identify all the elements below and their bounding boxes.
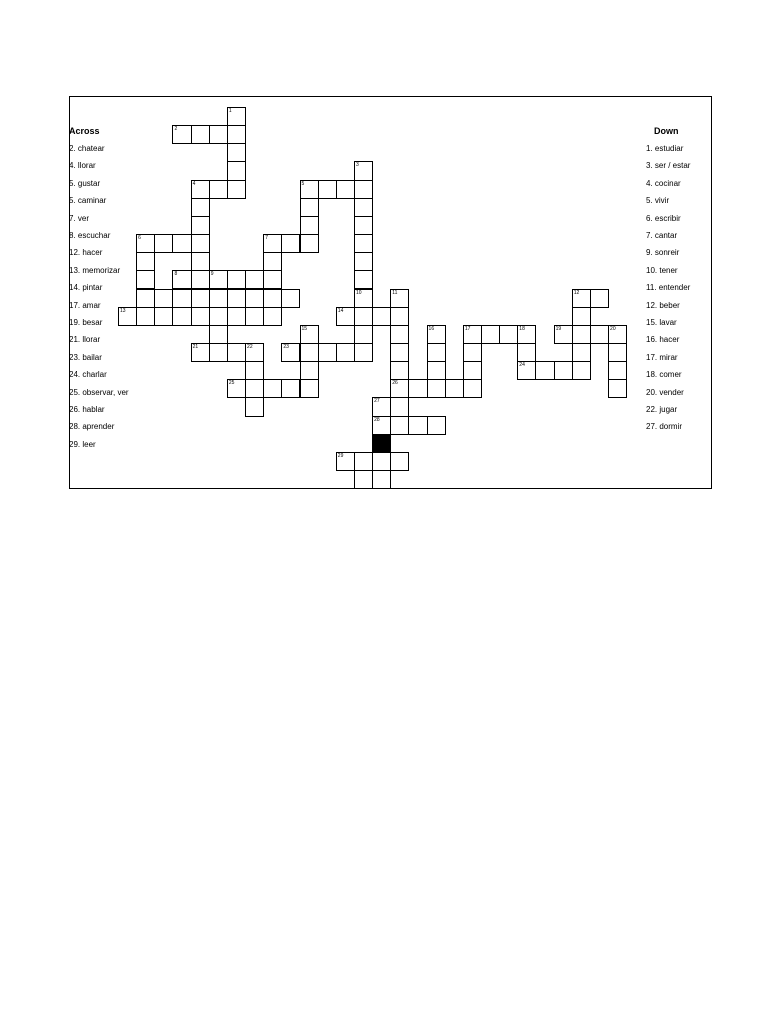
grid-cell[interactable] xyxy=(227,125,246,144)
grid-cell[interactable] xyxy=(227,143,246,162)
grid-cell[interactable] xyxy=(263,289,282,308)
grid-cell[interactable] xyxy=(354,216,373,235)
grid-cell[interactable] xyxy=(245,343,264,362)
grid-cell[interactable] xyxy=(354,452,373,471)
grid-cell[interactable] xyxy=(572,307,591,326)
grid-cell[interactable] xyxy=(427,361,446,380)
grid-cell[interactable] xyxy=(572,343,591,362)
grid-cell[interactable] xyxy=(463,325,482,344)
grid-cell[interactable] xyxy=(372,452,391,471)
grid-cell[interactable] xyxy=(481,325,500,344)
grid-cell[interactable] xyxy=(300,234,319,253)
grid-cell[interactable] xyxy=(172,234,191,253)
clue-number: 29 xyxy=(337,452,344,459)
clue-number: 12 xyxy=(573,289,580,296)
clue-number: 1 xyxy=(228,108,232,114)
clue-number: 3 xyxy=(355,162,359,169)
grid-cell[interactable] xyxy=(427,325,446,344)
grid-cell[interactable] xyxy=(245,307,264,326)
grid-cell[interactable] xyxy=(209,343,228,362)
grid-cell[interactable] xyxy=(191,198,210,217)
grid-cell[interactable] xyxy=(354,270,373,289)
across-clue: 14. pintar xyxy=(69,283,103,293)
grid-cell[interactable] xyxy=(209,307,228,326)
clue-number: 22 xyxy=(247,343,253,350)
grid-cell[interactable] xyxy=(191,289,210,308)
down-clue: 3. ser / estar xyxy=(646,161,691,171)
grid-cell[interactable] xyxy=(336,180,355,199)
grid-cell[interactable] xyxy=(191,270,210,289)
grid-cell[interactable] xyxy=(300,180,319,199)
grid-cell[interactable] xyxy=(608,343,627,362)
grid-cell[interactable] xyxy=(191,180,210,199)
grid-cell[interactable] xyxy=(172,125,191,144)
across-clue: 12. hacer xyxy=(69,248,103,258)
grid-cell[interactable] xyxy=(300,343,319,362)
down-clue: 4. cocinar xyxy=(646,178,681,188)
clue-number: 23 xyxy=(283,343,289,350)
across-clue: 7. ver xyxy=(69,213,90,223)
grid-cell[interactable] xyxy=(136,289,155,308)
clue-number: 9 xyxy=(210,271,214,278)
grid-cell[interactable] xyxy=(136,234,155,253)
clue-number: 4 xyxy=(192,180,196,187)
grid-cell[interactable] xyxy=(408,379,427,398)
grid-cell[interactable] xyxy=(336,343,355,362)
clue-number: 19 xyxy=(555,325,562,332)
down-clue: 16. hacer xyxy=(646,335,680,345)
grid-cell[interactable] xyxy=(172,307,191,326)
grid-cell[interactable] xyxy=(390,361,409,380)
grid-cell[interactable] xyxy=(445,379,464,398)
grid-cell[interactable] xyxy=(554,361,573,380)
grid-cell[interactable] xyxy=(608,361,627,380)
clue-number: 11 xyxy=(392,289,398,296)
grid-cell[interactable] xyxy=(191,252,210,271)
grid-cell[interactable] xyxy=(354,161,373,180)
down-clue: 12. beber xyxy=(646,300,680,310)
grid-cell[interactable] xyxy=(427,379,446,398)
grid-cell[interactable] xyxy=(300,198,319,217)
across-clue: 25. observar, ver xyxy=(69,387,129,397)
down-clue: 15. lavar xyxy=(646,318,677,327)
grid-cell[interactable] xyxy=(354,198,373,217)
clue-number: 7 xyxy=(265,235,268,242)
grid-cell[interactable] xyxy=(191,307,210,326)
grid-cell[interactable] xyxy=(209,270,228,289)
grid-cell[interactable] xyxy=(517,361,536,380)
grid-cell[interactable] xyxy=(427,416,446,435)
grid-cell[interactable] xyxy=(300,216,319,235)
clue-number: 20 xyxy=(610,325,616,332)
down-clue: 5. vivir xyxy=(646,196,670,206)
grid-cell[interactable] xyxy=(354,325,373,344)
grid-cell[interactable] xyxy=(172,270,191,289)
across-clue: 5. caminar xyxy=(69,196,107,206)
grid-cell[interactable] xyxy=(245,270,264,289)
clue-number: 18 xyxy=(519,325,525,332)
grid-cell[interactable] xyxy=(318,180,337,199)
grid-cell[interactable] xyxy=(118,307,137,326)
grid-cell[interactable] xyxy=(209,180,228,199)
clue-number: 14 xyxy=(337,307,344,314)
clue-number: 15 xyxy=(301,325,308,332)
grid-cell[interactable] xyxy=(354,470,373,489)
clue-number: 6 xyxy=(138,235,141,242)
grid-cell[interactable] xyxy=(390,289,409,308)
grid-cell[interactable] xyxy=(372,416,391,435)
grid-cell[interactable] xyxy=(390,325,409,344)
grid-cell[interactable] xyxy=(227,270,246,289)
grid-cell[interactable] xyxy=(245,289,264,308)
across-clue: 17. amar xyxy=(69,300,101,310)
down-clue: 22. jugar xyxy=(646,405,678,414)
grid-cell[interactable] xyxy=(608,325,627,344)
grid-cell[interactable] xyxy=(427,343,446,362)
grid-cell[interactable] xyxy=(372,470,391,489)
blocked-cell xyxy=(372,434,391,453)
grid-cell[interactable] xyxy=(281,379,300,398)
across-heading: Across xyxy=(69,126,100,136)
clue-number: 28 xyxy=(374,416,380,423)
grid-cell[interactable] xyxy=(499,325,518,344)
grid-cell[interactable] xyxy=(263,379,282,398)
down-clue: 7. cantar xyxy=(646,231,678,240)
grid-cell[interactable] xyxy=(390,307,409,326)
down-clue: 11. entender xyxy=(646,283,691,293)
grid-cell[interactable] xyxy=(191,125,210,144)
grid-cell[interactable] xyxy=(191,343,210,362)
grid-cell[interactable] xyxy=(590,289,609,308)
grid-cell[interactable] xyxy=(209,125,228,144)
grid-cell[interactable] xyxy=(136,270,155,289)
grid-cell[interactable] xyxy=(154,307,173,326)
grid-cell[interactable] xyxy=(554,325,573,344)
clue-number: 8 xyxy=(174,271,178,278)
clue-number: 24 xyxy=(519,362,525,369)
grid-cell[interactable] xyxy=(354,180,373,199)
grid-cell[interactable] xyxy=(281,234,300,253)
across-clue: 24. charlar xyxy=(69,370,107,380)
clue-number: 2 xyxy=(174,126,178,133)
grid-cell[interactable] xyxy=(572,325,591,344)
down-clue: 27. dormir xyxy=(646,422,683,432)
grid-cell[interactable] xyxy=(300,361,319,380)
grid-cell[interactable] xyxy=(281,343,300,362)
across-clue: 4. llorar xyxy=(69,161,96,171)
grid-cell[interactable] xyxy=(390,379,409,398)
down-clue: 10. tener xyxy=(646,265,678,275)
grid-cell[interactable] xyxy=(136,252,155,271)
down-clue: 17. mirar xyxy=(646,352,678,362)
clue-number: 26 xyxy=(392,380,398,387)
clue-number: 16 xyxy=(428,325,435,332)
grid-cell[interactable] xyxy=(608,379,627,398)
grid-cell[interactable] xyxy=(318,343,337,362)
clue-number: 17 xyxy=(464,325,471,332)
grid-cell[interactable] xyxy=(300,379,319,398)
grid-cell[interactable] xyxy=(390,452,409,471)
grid-cell[interactable] xyxy=(172,289,191,308)
grid-cell[interactable] xyxy=(354,307,373,326)
grid-cell[interactable] xyxy=(372,397,391,416)
clue-number: 10 xyxy=(355,289,362,296)
clue-number: 25 xyxy=(228,380,235,387)
grid-cell[interactable] xyxy=(209,289,228,308)
clue-number: 13 xyxy=(120,307,126,314)
grid-cell[interactable] xyxy=(227,289,246,308)
grid-cell[interactable] xyxy=(263,234,282,253)
across-clue: 21. llorar xyxy=(69,335,101,345)
grid-cell[interactable] xyxy=(463,343,482,362)
across-clue: 13. memorizar xyxy=(69,265,121,275)
clue-number: 27 xyxy=(374,398,380,405)
grid-cell[interactable] xyxy=(263,307,282,326)
grid-cell[interactable] xyxy=(336,452,355,471)
grid-cell[interactable] xyxy=(354,289,373,308)
across-clue: 29. leer xyxy=(69,439,96,449)
grid-cell[interactable] xyxy=(336,307,355,326)
grid-cell[interactable] xyxy=(517,325,536,344)
grid-cell[interactable] xyxy=(227,379,246,398)
grid-cell[interactable] xyxy=(227,307,246,326)
across-clue: 28. aprender xyxy=(69,422,115,432)
grid-cell[interactable] xyxy=(354,234,373,253)
grid-cell[interactable] xyxy=(390,343,409,362)
grid-cell[interactable] xyxy=(154,289,173,308)
across-clue: 23. bailar xyxy=(69,352,102,362)
grid-cell[interactable] xyxy=(463,361,482,380)
grid-cell[interactable] xyxy=(372,307,391,326)
down-clue: 18. comer xyxy=(646,370,682,380)
grid-cell[interactable] xyxy=(535,361,554,380)
grid-cell[interactable] xyxy=(245,361,264,380)
grid-cell[interactable] xyxy=(227,107,246,126)
grid-cell[interactable] xyxy=(191,216,210,235)
across-clue: 5. gustar xyxy=(69,178,101,188)
clue-number: 5 xyxy=(301,180,305,187)
grid-cell[interactable] xyxy=(227,161,246,180)
grid-cell[interactable] xyxy=(263,252,282,271)
across-clue: 19. besar xyxy=(69,318,103,327)
grid-cell[interactable] xyxy=(191,234,210,253)
down-heading: Down xyxy=(654,126,679,136)
grid-cell[interactable] xyxy=(209,325,228,344)
grid-cell[interactable] xyxy=(354,252,373,271)
across-clue: 2. chatear xyxy=(69,144,105,153)
grid-cell[interactable] xyxy=(463,379,482,398)
grid-cell[interactable] xyxy=(227,343,246,362)
grid-cell[interactable] xyxy=(136,307,155,326)
grid-cell[interactable] xyxy=(408,416,427,435)
down-clue: 20. vender xyxy=(646,387,684,397)
down-clue: 6. escribir xyxy=(646,213,681,223)
grid-cell[interactable] xyxy=(390,397,409,416)
grid-cell[interactable] xyxy=(572,289,591,308)
grid-cell[interactable] xyxy=(300,325,319,344)
grid-cell[interactable] xyxy=(590,325,609,344)
grid-cell[interactable] xyxy=(154,234,173,253)
down-clue: 1. estudiar xyxy=(646,144,684,153)
grid-cell[interactable] xyxy=(245,397,264,416)
across-clue: 26. hablar xyxy=(69,405,105,414)
down-clue: 9. sonreir xyxy=(646,248,680,258)
grid-cell[interactable] xyxy=(354,343,373,362)
grid-cell[interactable] xyxy=(263,270,282,289)
grid-cell[interactable] xyxy=(517,343,536,362)
grid-cell[interactable] xyxy=(572,361,591,380)
across-clue: 8. escuchar xyxy=(69,231,111,240)
grid-cell[interactable] xyxy=(245,379,264,398)
grid-cell[interactable] xyxy=(227,180,246,199)
clue-number: 21 xyxy=(192,343,199,350)
grid-cell[interactable] xyxy=(390,416,409,435)
grid-cell[interactable] xyxy=(281,289,300,308)
